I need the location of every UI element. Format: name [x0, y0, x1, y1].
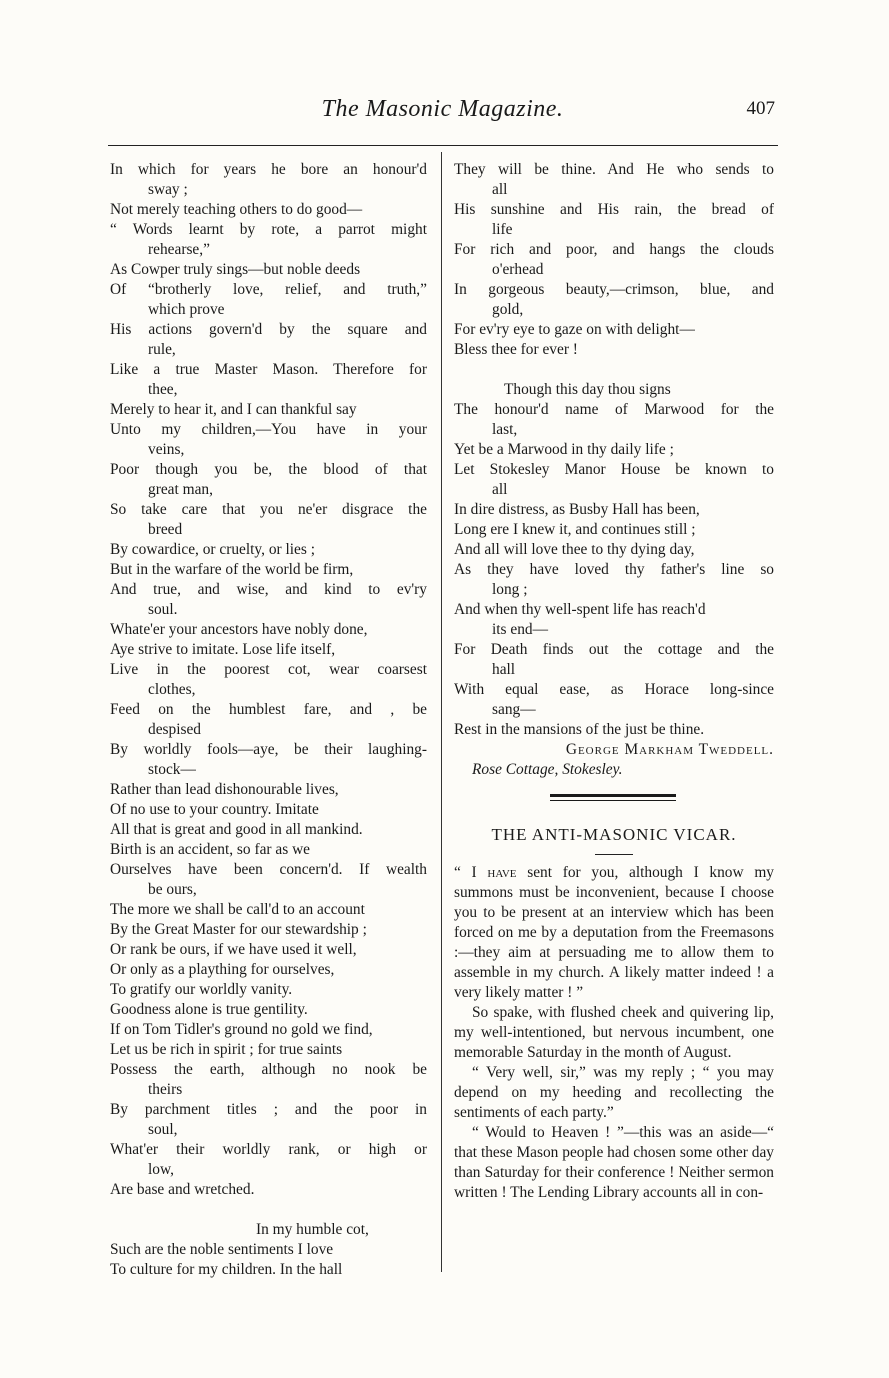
verse-line: thee,: [148, 381, 178, 398]
verse-line: By the Great Master for our stewardship ;: [110, 921, 367, 938]
verse-line: last,: [492, 421, 518, 438]
verse-line: its end—: [492, 621, 549, 638]
verse-line: be ours,: [148, 881, 197, 898]
verse-line: In my humble cot,: [256, 1221, 369, 1238]
paragraph: So spake, with flushed cheek and quivering lip, my well-intentioned, but nervous incumbent, one memorable Saturday in the month of August.: [454, 1004, 774, 1061]
verse-line: sway ;: [148, 181, 188, 198]
verse-line: Are base and wretched.: [110, 1181, 255, 1198]
verse-line: all: [492, 481, 508, 498]
verse-line: Rest in the mansions of the just be thine.: [454, 721, 705, 738]
verse-line: In which for years he bore an honour'd: [110, 161, 427, 178]
section-ornament: [454, 780, 774, 818]
verse-line: rule,: [148, 341, 176, 358]
verse-line: By parchment titles ; and the poor in: [110, 1101, 427, 1118]
verse-line: Birth is an accident, so far as we: [110, 841, 311, 858]
verse-line: By cowardice, or cruelty, or lies ;: [110, 541, 315, 558]
verse-line: clothes,: [148, 681, 196, 698]
verse-line: So take care that you ne'er disgrace the: [110, 501, 427, 518]
verse-line: which prove: [148, 301, 225, 318]
verse-line: As Cowper truly sings—but noble deeds: [110, 261, 361, 278]
page-number: 407: [746, 98, 775, 119]
verse-line: Let Stokesley Manor House be known to: [454, 461, 774, 478]
paragraph: “ Would to Heaven ! ”—this was an aside—“ that these Mason people had chosen some other day than Saturday for their conference ! Neither sermon written ! The Lending Library accounts all in con-: [454, 1124, 774, 1201]
verse-line: Bless thee for ever !: [454, 341, 578, 358]
verse-line: great man,: [148, 481, 213, 498]
verse-line: Of “brotherly love, relief, and truth,”: [110, 281, 427, 298]
verse-line: despised: [148, 721, 202, 738]
verse-line: veins,: [148, 441, 185, 458]
verse-line: They will be thine. And He who sends to: [454, 161, 774, 178]
verse-line: Whate'er your ancestors have nobly done,: [110, 621, 368, 638]
verse-line: Feed on the humblest fare, and , be: [110, 701, 427, 718]
stanza-gap: [454, 360, 774, 380]
verse-line: In dire distress, as Busby Hall has been,: [454, 501, 700, 518]
verse-line: His sunshine and His rain, the bread of: [454, 201, 774, 218]
verse-line: Live in the poorest cot, wear coarsest: [110, 661, 427, 678]
verse-line: hall: [492, 661, 516, 678]
p1-open: “ I: [454, 864, 488, 881]
verse-line: gold,: [492, 301, 524, 318]
verse-line: Though this day thou signs: [504, 381, 671, 398]
verse-line: Of no use to your country. Imitate: [110, 801, 319, 818]
verse-line: Ourselves have been concern'd. If wealth: [110, 861, 427, 878]
header-rule: [108, 145, 778, 146]
verse-line: And true, and wise, and kind to ev'ry: [110, 581, 427, 598]
verse-line: If on Tom Tidler's ground no gold we find,: [110, 1021, 373, 1038]
verse-line: In gorgeous beauty,—crimson, blue, and: [454, 281, 774, 298]
verse-line: Rather than lead dishonourable lives,: [110, 781, 339, 798]
small-caps-word: have: [487, 864, 517, 881]
author-place: Rose Cottage, Stokesley.: [472, 761, 623, 778]
p1-body: sent for you, although I know my summons must be inconvenient, because I choose you to be present at an interview which has been forced on me by a deputation from the Freemasons :—they aim at persuading me to allow them to assemble in my church. A likely matter indeed ! a very likely matter ! ”: [454, 864, 774, 1001]
verse-line: sang—: [492, 701, 536, 718]
title-rule: [595, 854, 633, 855]
running-title: The Masonic Magazine.: [321, 96, 564, 122]
verse-line: life: [492, 221, 513, 238]
verse-line: Or only as a plaything for ourselves,: [110, 961, 335, 978]
ornament-thin-rule: [550, 800, 676, 801]
verse-line: Long ere I knew it, and continues still ;: [454, 521, 696, 538]
page-header: [110, 96, 775, 128]
verse-line: For Death finds out the cottage and the: [454, 641, 774, 658]
verse-line: The honour'd name of Marwood for the: [454, 401, 774, 418]
verse-line: Not merely teaching others to do good—: [110, 201, 363, 218]
verse-line: theirs: [148, 1081, 183, 1098]
verse-line: breed: [148, 521, 183, 538]
stanza-gap: [110, 1200, 427, 1220]
verse-line: As they have loved thy father's line so: [454, 561, 774, 578]
verse-line: For ev'ry eye to gaze on with delight—: [454, 321, 695, 338]
author-signature: George Markham Tweddell.: [565, 741, 774, 758]
verse-line: “ Words learnt by rote, a parrot might: [110, 221, 427, 238]
verse-line: What'er their worldly rank, or high or: [110, 1141, 427, 1158]
verse-line: Unto my children,—You have in your: [110, 421, 427, 438]
verse-line: Aye strive to imitate. Lose life itself,: [110, 641, 336, 658]
verse-line: low,: [148, 1161, 174, 1178]
verse-line: Like a true Master Mason. Therefore for: [110, 361, 427, 378]
verse-line: His actions govern'd by the square and: [110, 321, 427, 338]
verse-line: Such are the noble sentiments I love: [110, 1241, 334, 1258]
left-column: [110, 160, 427, 1280]
verse-line: All that is great and good in all mankind.: [110, 821, 363, 838]
paragraph: [454, 863, 774, 1003]
verse-line: But in the warfare of the world be firm,: [110, 561, 354, 578]
verse-line: By worldly fools—aye, be their laughing-: [110, 741, 427, 758]
verse-line: Or rank be ours, if we have used it well,: [110, 941, 357, 958]
verse-line: soul,: [148, 1121, 178, 1138]
verse-line: To gratify our worldly vanity.: [110, 981, 293, 998]
verse-line: all: [492, 181, 508, 198]
verse-line: Poor though you be, the blood of that: [110, 461, 427, 478]
verse-line: The more we shall be call'd to an account: [110, 901, 365, 918]
verse-line: Let us be rich in spirit ; for true saints: [110, 1041, 343, 1058]
verse-line: Yet be a Marwood in thy daily life ;: [454, 441, 674, 458]
verse-line: o'erhead: [492, 261, 544, 278]
verse-line: And all will love thee to thy dying day,: [454, 541, 695, 558]
column-divider: [441, 152, 442, 1272]
verse-line: Possess the earth, although no nook be: [110, 1061, 427, 1078]
verse-line: long ;: [492, 581, 528, 598]
verse-line: Merely to hear it, and I can thankful say: [110, 401, 357, 418]
article-title: THE ANTI-MASONIC VICAR.: [491, 825, 737, 844]
verse-line: To culture for my children. In the hall: [110, 1261, 343, 1278]
verse-line: soul.: [148, 601, 178, 618]
paragraph: “ Very well, sir,” was my reply ; “ you may depend on my heeding and recollecting the sentiments of each party.”: [454, 1064, 774, 1121]
right-column: [454, 160, 774, 1203]
verse-line: rehearse,”: [148, 241, 210, 258]
verse-line: stock—: [148, 761, 196, 778]
verse-line: Goodness alone is true gentility.: [110, 1001, 308, 1018]
verse-line: With equal ease, as Horace long-since: [454, 681, 774, 698]
verse-line: For rich and poor, and hangs the clouds: [454, 241, 774, 258]
ornament-thick-rule: [550, 794, 676, 797]
verse-line: And when thy well-spent life has reach'd: [454, 601, 706, 618]
